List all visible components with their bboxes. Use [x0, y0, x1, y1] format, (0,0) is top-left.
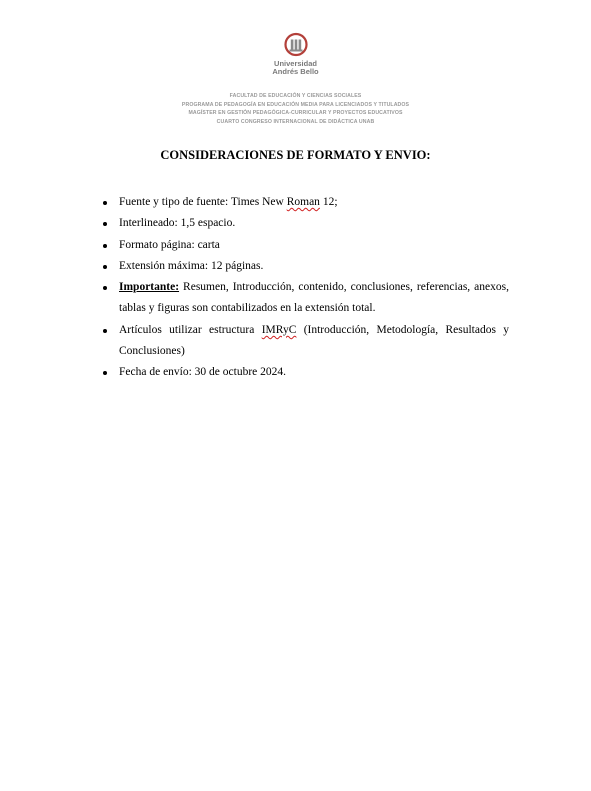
spellcheck-word-imryc: IMRyC	[261, 323, 297, 336]
header-line-congress: CUARTO CONGRESO INTERNACIONAL DE DIDÁCTICA UNAB	[216, 118, 375, 125]
list-item-important	[102, 277, 509, 320]
faculty-header	[0, 92, 591, 126]
header-line-faculty: FACULTAD DE EDUCACIÓN Y CIENCIAS SOCIALES	[229, 93, 362, 99]
unab-logo-icon	[283, 32, 309, 60]
item-font-size: 12;	[319, 196, 338, 208]
list-item-page-format: Formato página: carta	[102, 235, 509, 256]
item-font-text: Fuente y tipo de fuente: Times New	[119, 196, 287, 208]
requirements-list	[102, 192, 509, 384]
header-line-magister: MAGÍSTER EN GESTIÓN PEDAGÓGICA-CURRICULAR Y PROYECTOS EDUCATIVOS	[188, 110, 403, 117]
logo-line-2: Andrés Bello	[272, 67, 319, 76]
list-item-line-spacing: Interlineado: 1,5 espacio.	[102, 213, 509, 234]
spellcheck-word-roman: Roman	[286, 196, 320, 208]
important-label: Importante:	[119, 281, 180, 294]
list-item-structure	[102, 320, 509, 363]
university-logo	[0, 32, 591, 76]
header-line-program: PROGRAMA DE PEDAGOGÍA EN EDUCACIÓN MEDIA PARA LICENCIADOS Y TITULADOS	[181, 101, 410, 108]
list-item-font	[102, 192, 509, 213]
important-text: Resumen, Introducción, contenido, conclusiones, referencias, anexos, tablas y figuras son contabilizados en la extensión total.	[119, 281, 509, 315]
list-item-max-length: Extensión máxima: 12 páginas.	[102, 256, 509, 277]
page-title: CONSIDERACIONES DE FORMATO Y ENVIO:	[160, 148, 431, 162]
structure-detail: (Introducción, Metodología, Resultados y Conclusiones)	[119, 323, 509, 358]
logo-line-1: Universidad	[274, 59, 317, 68]
structure-text: Artículos utilizar estructura	[119, 323, 262, 336]
list-item-submission-date: Fecha de envío: 30 de octubre 2024.	[102, 362, 509, 383]
